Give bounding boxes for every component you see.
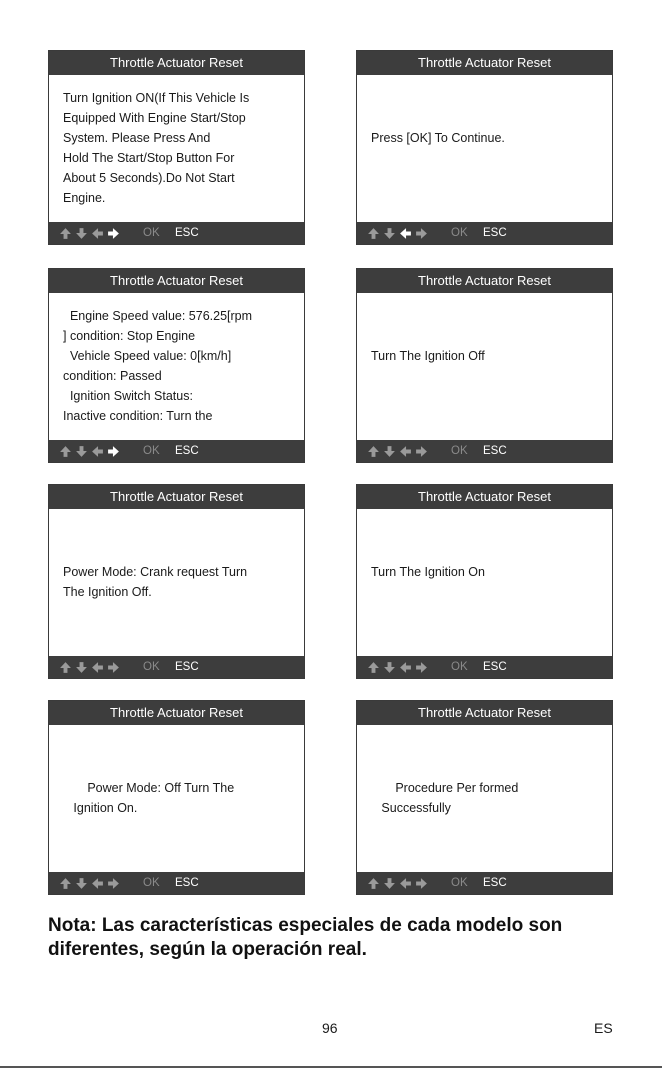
screen-footer bbox=[49, 222, 304, 244]
esc-button[interactable]: ESC bbox=[483, 227, 507, 239]
screen-8 bbox=[356, 700, 613, 895]
esc-button[interactable]: ESC bbox=[483, 661, 507, 673]
screen-message: Turn Ignition ON(If This Vehicle Is Equipped With Engine Start/Stop System. Please Press And Hold The Start/Stop Button For About 5 Seconds).Do Not Start Engine. bbox=[63, 91, 250, 205]
up-arrow-icon[interactable] bbox=[367, 661, 380, 674]
arrow-keys bbox=[367, 872, 428, 894]
ok-button[interactable]: OK bbox=[451, 877, 468, 889]
screen-footer bbox=[357, 440, 612, 462]
screen-5 bbox=[48, 484, 305, 679]
language-code: ES bbox=[594, 1020, 613, 1036]
left-arrow-icon[interactable] bbox=[399, 661, 412, 674]
screen-6 bbox=[356, 484, 613, 679]
screen-title: Throttle Actuator Reset bbox=[357, 701, 612, 725]
screen-title: Throttle Actuator Reset bbox=[357, 269, 612, 293]
screen-footer bbox=[357, 872, 612, 894]
left-arrow-icon[interactable] bbox=[399, 227, 412, 240]
right-arrow-icon[interactable] bbox=[107, 661, 120, 674]
down-arrow-icon[interactable] bbox=[75, 661, 88, 674]
screen-title: Throttle Actuator Reset bbox=[49, 485, 304, 509]
down-arrow-icon[interactable] bbox=[75, 877, 88, 890]
screen-3 bbox=[48, 268, 305, 463]
screen-2 bbox=[356, 50, 613, 245]
left-arrow-icon[interactable] bbox=[91, 661, 104, 674]
ok-button[interactable]: OK bbox=[451, 445, 468, 457]
screen-message: Turn The Ignition Off bbox=[371, 349, 485, 363]
arrow-keys bbox=[367, 440, 428, 462]
right-arrow-icon[interactable] bbox=[415, 877, 428, 890]
down-arrow-icon[interactable] bbox=[75, 445, 88, 458]
up-arrow-icon[interactable] bbox=[59, 877, 72, 890]
ok-button[interactable]: OK bbox=[143, 445, 160, 457]
up-arrow-icon[interactable] bbox=[59, 661, 72, 674]
arrow-keys bbox=[367, 656, 428, 678]
esc-button[interactable]: ESC bbox=[175, 877, 199, 889]
arrow-keys bbox=[367, 222, 428, 244]
screen-footer bbox=[49, 872, 304, 894]
right-arrow-icon[interactable] bbox=[107, 877, 120, 890]
left-arrow-icon[interactable] bbox=[399, 445, 412, 458]
screen-4 bbox=[356, 268, 613, 463]
screen-title: Throttle Actuator Reset bbox=[49, 701, 304, 725]
screen-message: Power Mode: Off Turn The Ignition On. bbox=[73, 781, 235, 815]
screen-footer bbox=[357, 222, 612, 244]
ok-button[interactable]: OK bbox=[451, 227, 468, 239]
esc-button[interactable]: ESC bbox=[175, 227, 199, 239]
screen-message: Engine Speed value: 576.25[rpm ] condition: Stop Engine Vehicle Speed value: 0[km/h] condition: Passed Ignition Switch Status: Inactive condition: Turn the bbox=[63, 309, 253, 423]
down-arrow-icon[interactable] bbox=[383, 877, 396, 890]
screen-title: Throttle Actuator Reset bbox=[357, 485, 612, 509]
left-arrow-icon[interactable] bbox=[399, 877, 412, 890]
ok-button[interactable]: OK bbox=[143, 661, 160, 673]
screen-title: Throttle Actuator Reset bbox=[49, 51, 304, 75]
arrow-keys bbox=[59, 440, 120, 462]
bottom-divider bbox=[0, 1066, 662, 1068]
esc-button[interactable]: ESC bbox=[175, 661, 199, 673]
esc-button[interactable]: ESC bbox=[483, 877, 507, 889]
page-number: 96 bbox=[322, 1020, 338, 1036]
down-arrow-icon[interactable] bbox=[383, 227, 396, 240]
esc-button[interactable]: ESC bbox=[175, 445, 199, 457]
esc-button[interactable]: ESC bbox=[483, 445, 507, 457]
up-arrow-icon[interactable] bbox=[59, 445, 72, 458]
right-arrow-icon[interactable] bbox=[107, 227, 120, 240]
down-arrow-icon[interactable] bbox=[383, 661, 396, 674]
right-arrow-icon[interactable] bbox=[107, 445, 120, 458]
arrow-keys bbox=[59, 656, 120, 678]
left-arrow-icon[interactable] bbox=[91, 877, 104, 890]
right-arrow-icon[interactable] bbox=[415, 445, 428, 458]
screen-title: Throttle Actuator Reset bbox=[357, 51, 612, 75]
screen-footer bbox=[49, 656, 304, 678]
right-arrow-icon[interactable] bbox=[415, 661, 428, 674]
note-text: Nota: Las características especiales de cada modelo son diferentes, según la operación real. bbox=[48, 915, 563, 960]
ok-button[interactable]: OK bbox=[451, 661, 468, 673]
screen-message: Power Mode: Crank request Turn The Ignition Off. bbox=[63, 565, 248, 599]
up-arrow-icon[interactable] bbox=[59, 227, 72, 240]
left-arrow-icon[interactable] bbox=[91, 445, 104, 458]
ok-button[interactable]: OK bbox=[143, 227, 160, 239]
screen-footer bbox=[357, 656, 612, 678]
up-arrow-icon[interactable] bbox=[367, 445, 380, 458]
screen-7 bbox=[48, 700, 305, 895]
screen-message: Press [OK] To Continue. bbox=[371, 131, 505, 145]
right-arrow-icon[interactable] bbox=[415, 227, 428, 240]
arrow-keys bbox=[59, 872, 120, 894]
arrow-keys bbox=[59, 222, 120, 244]
screen-footer bbox=[49, 440, 304, 462]
up-arrow-icon[interactable] bbox=[367, 227, 380, 240]
ok-button[interactable]: OK bbox=[143, 877, 160, 889]
screen-title: Throttle Actuator Reset bbox=[49, 269, 304, 293]
screen-message: Procedure Per formed Successfully bbox=[381, 781, 519, 815]
down-arrow-icon[interactable] bbox=[75, 227, 88, 240]
screen-message: Turn The Ignition On bbox=[371, 565, 485, 579]
up-arrow-icon[interactable] bbox=[367, 877, 380, 890]
down-arrow-icon[interactable] bbox=[383, 445, 396, 458]
screen-1 bbox=[48, 50, 305, 245]
left-arrow-icon[interactable] bbox=[91, 227, 104, 240]
